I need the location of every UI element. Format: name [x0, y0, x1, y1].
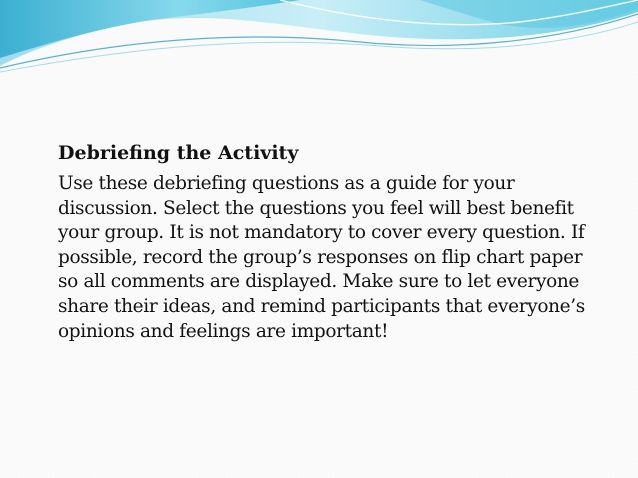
header-wave-decoration: [0, 0, 638, 80]
slide-heading: Debriefing the Activity: [58, 142, 299, 164]
slide-body-text: Use these debriefing questions as a guide for your discussion. Select the questions you feel will best benefit your group. It is not mandatory to cover every question. If possible, record the group’s responses on flip chart paper so all comments are displayed. Make sure to let everyone share their ideas, and remind participants that everyone’s opinions and feelings are important!: [58, 173, 585, 342]
slide-content: [58, 140, 598, 344]
